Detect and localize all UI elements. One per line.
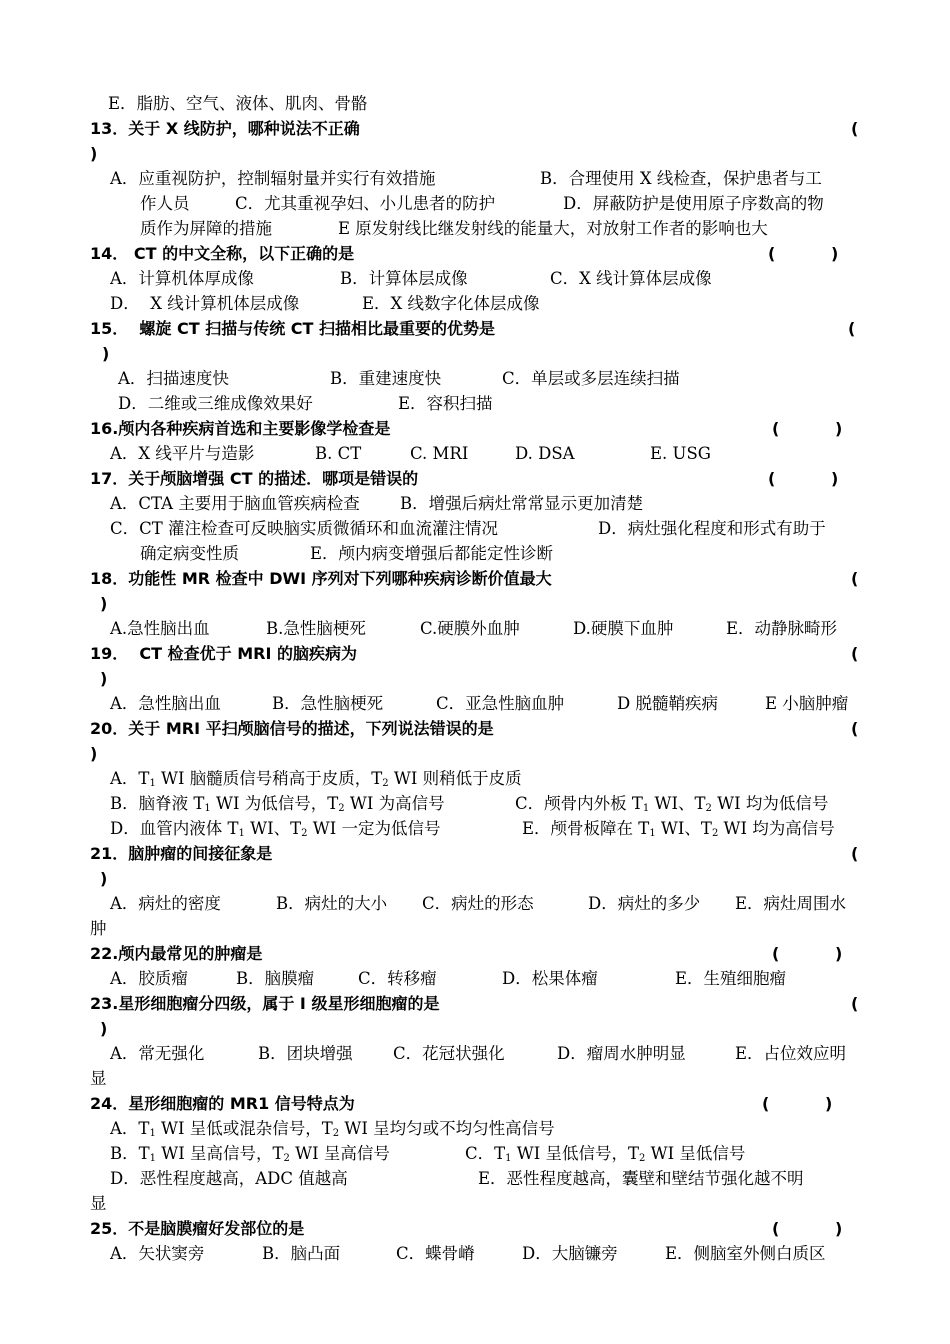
q24-option-c: C．$T_1$ WI 呈低信号，$T_2$ WI 呈低信号 bbox=[465, 1144, 746, 1164]
q22-stem: 22.颅内最常见的肿瘤是 bbox=[90, 944, 263, 963]
q14-options-line-2 bbox=[0, 291, 950, 316]
q16-stem: 16.颅内各种疾病首选和主要影像学检查是 bbox=[90, 419, 391, 438]
q13-paren-wrap bbox=[0, 141, 950, 166]
q16-option-e: E. USG bbox=[650, 444, 711, 463]
q21-option-d: D．病灶的多少 bbox=[588, 894, 701, 913]
q18-options-line-1 bbox=[0, 616, 950, 641]
q14-option-e: E．X 线数字化体层成像 bbox=[362, 294, 540, 313]
q19-options-line-1 bbox=[0, 691, 950, 716]
q24-options-line-4 bbox=[0, 1191, 950, 1216]
q21-option-b: B．病灶的大小 bbox=[276, 894, 388, 913]
q20-option-e: E．颅骨板障在 $T_1$ WI、$T_2$ WI 均为高信号 bbox=[522, 819, 835, 839]
q14-stem-line bbox=[0, 241, 950, 266]
q19-answer-paren-open: ( bbox=[851, 644, 859, 663]
q17-options-line-1 bbox=[0, 491, 950, 516]
q20-option-d: D．血管内液体 $T_1$ WI、$T_2$ WI 一定为低信号 bbox=[110, 819, 441, 839]
q16-option-c: C. MRI bbox=[410, 444, 469, 463]
q25-stem-line bbox=[0, 1216, 950, 1241]
q20-options-line-3 bbox=[0, 816, 950, 841]
q13-options-line-1 bbox=[0, 166, 950, 191]
q17-answer-paren: ( ) bbox=[768, 469, 839, 488]
q13-option-b: B．合理使用 X 线检查，保护患者与工 bbox=[540, 169, 822, 188]
q25-stem: 25．不是脑膜瘤好发部位的是 bbox=[90, 1219, 305, 1238]
q13-option-b-cont: 作人员 bbox=[140, 194, 190, 213]
q22-options-line-1 bbox=[0, 966, 950, 991]
q15-options-line-1 bbox=[0, 366, 950, 391]
q19-option-a: A．急性脑出血 bbox=[110, 694, 221, 713]
q21-options-line-1 bbox=[0, 891, 950, 916]
q13-stem-line bbox=[0, 116, 950, 141]
q20-answer-paren-open: ( bbox=[851, 719, 859, 738]
q21-stem: 21．脑肿瘤的间接征象是 bbox=[90, 844, 273, 863]
q14-option-b: B．计算体层成像 bbox=[340, 269, 468, 288]
q15-stem: 15． 螺旋 CT 扫描与传统 CT 扫描相比最重要的优势是 bbox=[90, 319, 496, 338]
q16-option-d: D. DSA bbox=[515, 444, 575, 463]
q18-stem: 18．功能性 MR 检查中 DWI 序列对下列哪种疾病诊断价值最大 bbox=[90, 569, 552, 588]
q23-answer-paren-close: ) bbox=[100, 1019, 108, 1038]
q17-option-b: B．增强后病灶常常显示更加清楚 bbox=[400, 494, 644, 513]
q15-option-e: E．容积扫描 bbox=[398, 394, 493, 413]
q22-answer-paren: ( ) bbox=[772, 944, 843, 963]
q20-options-line-2 bbox=[0, 791, 950, 816]
q15-option-b: B．重建速度快 bbox=[330, 369, 442, 388]
q15-option-d: D．二维或三维成像效果好 bbox=[118, 394, 313, 413]
q18-option-a: A.急性脑出血 bbox=[110, 619, 210, 638]
q24-stem: 24．星形细胞瘤的 MR1 信号特点为 bbox=[90, 1094, 355, 1113]
q13-stem: 13．关于 X 线防护，哪种说法不正确 bbox=[90, 119, 360, 138]
q20-option-c: C．颅骨内外板 $T_1$ WI、$T_2$ WI 均为低信号 bbox=[515, 794, 829, 814]
q17-options-line-3 bbox=[0, 541, 950, 566]
q14-option-d: D． X 线计算机体层成像 bbox=[110, 294, 300, 313]
q23-paren-wrap bbox=[0, 1016, 950, 1041]
q19-paren-wrap bbox=[0, 666, 950, 691]
q25-option-d: D．大脑镰旁 bbox=[522, 1244, 618, 1263]
q21-options-line-2 bbox=[0, 916, 950, 941]
q24-option-e: E．恶性程度越高，囊壁和壁结节强化越不明 bbox=[478, 1169, 804, 1188]
q19-option-b: B．急性脑梗死 bbox=[272, 694, 384, 713]
q18-paren-wrap bbox=[0, 591, 950, 616]
q20-options-line-1 bbox=[0, 766, 950, 791]
q22-option-a: A．胶质瘤 bbox=[110, 969, 188, 988]
q13-answer-paren-close: ) bbox=[90, 144, 98, 163]
q25-option-e: E．侧脑室外侧白质区 bbox=[665, 1244, 826, 1263]
q15-paren-wrap bbox=[0, 341, 950, 366]
q14-answer-paren: ( ) bbox=[768, 244, 839, 263]
q17-option-c: C．CT 灌注检查可反映脑实质微循环和血流灌注情况 bbox=[110, 519, 498, 538]
q20-option-b: B．脑脊液 $T_1$ WI 为低信号，$T_2$ WI 为高信号 bbox=[110, 794, 445, 814]
q13-options-line-3 bbox=[0, 216, 950, 241]
q16-options-line-1 bbox=[0, 441, 950, 466]
q24-options-line-2 bbox=[0, 1141, 950, 1166]
q23-option-b: B．团块增强 bbox=[258, 1044, 353, 1063]
q18-option-d: D.硬膜下血肿 bbox=[573, 619, 674, 638]
q17-option-a: A．CTA 主要用于脑血管疾病检查 bbox=[110, 494, 360, 513]
q24-options-line-1 bbox=[0, 1116, 950, 1141]
q15-answer-paren-close: ) bbox=[102, 344, 110, 363]
q20-stem: 20．关于 MRI 平扫颅脑信号的描述，下列说法错误的是 bbox=[90, 719, 494, 738]
q25-options-line-1 bbox=[0, 1241, 950, 1266]
q19-stem: 19． CT 检查优于 MRI 的脑疾病为 bbox=[90, 644, 357, 663]
q23-option-e: E．占位效应明 bbox=[735, 1044, 847, 1063]
q17-option-d: D．病灶强化程度和形式有助于 bbox=[598, 519, 826, 538]
q24-answer-paren: ( ) bbox=[762, 1094, 833, 1113]
q22-stem-line bbox=[0, 941, 950, 966]
q15-option-a: A．扫描速度快 bbox=[118, 369, 229, 388]
q19-stem-line bbox=[0, 641, 950, 666]
q21-paren-wrap bbox=[0, 866, 950, 891]
q22-option-e: E．生殖细胞瘤 bbox=[675, 969, 787, 988]
q15-options-line-2 bbox=[0, 391, 950, 416]
q13-answer-paren-open: ( bbox=[851, 119, 859, 138]
q25-answer-paren: ( ) bbox=[772, 1219, 843, 1238]
q13-option-e: E 原发射线比继发射线的能量大，对放射工作者的影响也大 bbox=[338, 219, 768, 238]
q25-option-a: A．矢状窦旁 bbox=[110, 1244, 205, 1263]
q14-options-line-1 bbox=[0, 266, 950, 291]
q19-option-d: D 脱髓鞘疾病 bbox=[617, 694, 718, 713]
q14-option-a: A．计算机体厚成像 bbox=[110, 269, 254, 288]
q16-option-b: B. CT bbox=[315, 444, 362, 463]
q13-option-c: C．尤其重视孕妇、小儿患者的防护 bbox=[235, 194, 496, 213]
q20-answer-paren-close: ) bbox=[90, 744, 98, 763]
q14-stem: 14． CT 的中文全称，以下正确的是 bbox=[90, 244, 355, 263]
q21-option-e-cont: 肿 bbox=[90, 919, 107, 938]
q19-option-c: C．亚急性脑血肿 bbox=[436, 694, 565, 713]
q24-option-d: D．恶性程度越高，ADC 值越高 bbox=[110, 1169, 348, 1188]
q18-answer-paren-close: ) bbox=[100, 594, 108, 613]
q18-option-b: B.急性脑梗死 bbox=[266, 619, 366, 638]
q13-option-d-cont: 质作为屏障的措施 bbox=[140, 219, 272, 238]
q17-option-d-cont: 确定病变性质 bbox=[140, 544, 239, 563]
q20-option-a: A．$T_1$ WI 脑髓质信号稍高于皮质，$T_2$ WI 则稍低于皮质 bbox=[110, 769, 522, 789]
q20-paren-wrap bbox=[0, 741, 950, 766]
q21-option-e: E．病灶周围水 bbox=[735, 894, 847, 913]
q15-stem-line bbox=[0, 316, 950, 341]
q19-option-e: E 小脑肿瘤 bbox=[765, 694, 849, 713]
q24-option-b: B．$T_1$ WI 呈高信号，$T_2$ WI 呈高信号 bbox=[110, 1144, 390, 1164]
q12-options bbox=[0, 91, 950, 116]
q14-option-c: C．X 线计算体层成像 bbox=[550, 269, 712, 288]
q18-option-e: E．动静脉畸形 bbox=[726, 619, 838, 638]
q17-stem: 17．关于颅脑增强 CT 的描述．哪项是错误的 bbox=[90, 469, 419, 488]
q23-option-d: D．瘤周水肿明显 bbox=[557, 1044, 686, 1063]
q19-answer-paren-close: ) bbox=[100, 669, 108, 688]
q24-options-line-3 bbox=[0, 1166, 950, 1191]
q24-stem-line bbox=[0, 1091, 950, 1116]
q16-answer-paren: ( ) bbox=[772, 419, 843, 438]
q22-option-b: B．脑膜瘤 bbox=[236, 969, 315, 988]
q23-stem-line bbox=[0, 991, 950, 1016]
q16-option-a: A．X 线平片与造影 bbox=[110, 444, 255, 463]
q15-answer-paren-open: ( bbox=[848, 319, 856, 338]
q24-option-e-cont: 显 bbox=[90, 1194, 107, 1213]
q21-stem-line bbox=[0, 841, 950, 866]
q12-option-e: E．脂肪、空气、液体、肌肉、骨骼 bbox=[108, 94, 368, 113]
q25-option-c: C．蝶骨嵴 bbox=[396, 1244, 475, 1263]
q13-option-a: A．应重视防护，控制辐射量并实行有效措施 bbox=[110, 169, 436, 188]
q22-option-d: D．松果体瘤 bbox=[502, 969, 598, 988]
q23-stem: 23.星形细胞瘤分四级，属于 I 级星形细胞瘤的是 bbox=[90, 994, 440, 1013]
q18-option-c: C.硬膜外血肿 bbox=[420, 619, 520, 638]
q25-option-b: B．脑凸面 bbox=[262, 1244, 341, 1263]
q17-option-e: E．颅内病变增强后都能定性诊断 bbox=[310, 544, 554, 563]
q21-option-c: C．病灶的形态 bbox=[422, 894, 534, 913]
q17-options-line-2 bbox=[0, 516, 950, 541]
q13-options-line-2 bbox=[0, 191, 950, 216]
q23-option-a: A．常无强化 bbox=[110, 1044, 205, 1063]
q15-option-c: C．单层或多层连续扫描 bbox=[502, 369, 680, 388]
q22-option-c: C．转移瘤 bbox=[358, 969, 437, 988]
q16-stem-line bbox=[0, 416, 950, 441]
q21-answer-paren-close: ) bbox=[100, 869, 108, 888]
q13-option-d: D．屏蔽防护是使用原子序数高的物 bbox=[563, 194, 824, 213]
q17-stem-line bbox=[0, 466, 950, 491]
q23-options-line-1 bbox=[0, 1041, 950, 1066]
q18-answer-paren-open: ( bbox=[851, 569, 859, 588]
q24-option-a: A．$T_1$ WI 呈低或混杂信号，$T_2$ WI 呈均匀或不均匀性高信号 bbox=[110, 1119, 555, 1139]
q21-answer-paren-open: ( bbox=[851, 844, 859, 863]
q23-option-e-cont: 显 bbox=[90, 1069, 107, 1088]
q20-stem-line bbox=[0, 716, 950, 741]
q23-option-c: C．花冠状强化 bbox=[393, 1044, 505, 1063]
q18-stem-line bbox=[0, 566, 950, 591]
q23-answer-paren-open: ( bbox=[851, 994, 859, 1013]
q21-option-a: A．病灶的密度 bbox=[110, 894, 221, 913]
q23-options-line-2 bbox=[0, 1066, 950, 1091]
